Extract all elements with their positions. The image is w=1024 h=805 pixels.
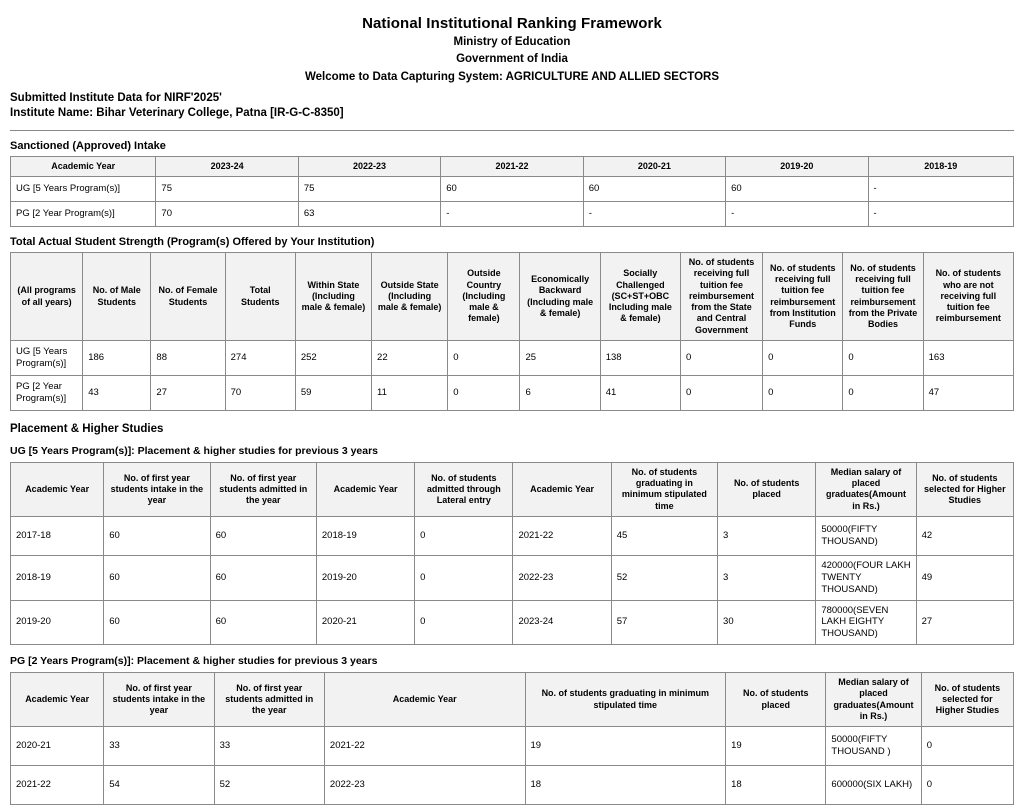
ug-placement-subtitle: UG [5 Years Program(s)]: Placement & higher studies for previous 3 years	[10, 444, 379, 457]
cell: 75	[298, 177, 440, 202]
cell: 50000(FIFTY THOUSAND )	[826, 727, 921, 766]
cell: 2021-22	[513, 516, 611, 555]
col-header: No. of first year students admitted in the year	[214, 673, 324, 727]
cell: -	[726, 202, 868, 227]
cell: 0	[680, 340, 762, 375]
cell: 52	[214, 766, 324, 805]
table-row	[11, 766, 1014, 805]
institute-name: Institute Name: Bihar Veterinary College, Patna [IR-G-C-8350]	[10, 106, 344, 119]
welcome-line: Welcome to Data Capturing System: AGRICULTURE AND ALLIED SECTORS	[304, 70, 720, 83]
col-header: 2018-19	[868, 156, 1013, 176]
ug-placement-table	[10, 462, 1014, 645]
cell: -	[441, 202, 583, 227]
cell: 41	[600, 375, 680, 410]
col-header: Academic Year	[11, 462, 104, 516]
col-header: No. of students who are not receiving full tuition fee reimbursement	[923, 253, 1013, 341]
col-header: Median salary of placed graduates(Amount in Rs.)	[826, 673, 921, 727]
student-strength-table	[10, 252, 1014, 411]
table-row	[11, 202, 1014, 227]
col-header: No. of first year students intake in the year	[104, 673, 214, 727]
cell: 60	[726, 177, 868, 202]
table-header-row	[11, 673, 1014, 727]
cell: 0	[763, 340, 843, 375]
cell: 6	[520, 375, 600, 410]
strength-section-title: Total Actual Student Strength (Program(s) Offered by Your Institution)	[10, 236, 375, 249]
col-header: Academic Year	[11, 673, 104, 727]
cell: 33	[214, 727, 324, 766]
cell: 18	[525, 766, 726, 805]
col-header: Academic Year	[324, 673, 525, 727]
page-title: National Institutional Ranking Framework	[362, 15, 662, 32]
cell: 0	[415, 555, 513, 600]
cell: 60	[104, 600, 210, 645]
cell: 60	[583, 177, 725, 202]
col-header: No. of students graduating in minimum stipulated time	[525, 673, 726, 727]
col-header: Total Students	[225, 253, 295, 341]
col-header: Outside Country (Including male & female)	[448, 253, 520, 341]
pg-placement-subtitle: PG [2 Years Program(s)]: Placement & higher studies for previous 3 years	[10, 655, 378, 668]
table-header-row	[11, 156, 1014, 176]
cell: 25	[520, 340, 600, 375]
col-header: No. of students selected for Higher Studies	[916, 462, 1013, 516]
cell: 274	[225, 340, 295, 375]
page-header	[0, 0, 1024, 86]
col-header: No. of students placed	[726, 673, 826, 727]
col-header: No. of students selected for Higher Studies	[921, 673, 1013, 727]
table-header-row	[11, 253, 1014, 341]
col-header: Within State (Including male & female)	[295, 253, 371, 341]
cell: 60	[104, 555, 210, 600]
col-header: No. of students admitted through Lateral entry	[415, 462, 513, 516]
table-row	[11, 516, 1014, 555]
cell: 27	[916, 600, 1013, 645]
cell: 75	[156, 177, 298, 202]
government-line: Government of India	[456, 52, 568, 65]
col-header: (All programs of all years)	[11, 253, 83, 341]
cell: 0	[921, 727, 1013, 766]
cell: 2018-19	[316, 516, 414, 555]
table-row	[11, 555, 1014, 600]
col-header: Socially Challenged (SC+ST+OBC Including male & female)	[600, 253, 680, 341]
cell: 33	[104, 727, 214, 766]
table-row	[11, 177, 1014, 202]
col-header: No. of students receiving full tuition fee reimbursement from Institution Funds	[763, 253, 843, 341]
col-header: Academic Year	[513, 462, 611, 516]
col-header: No. of Male Students	[83, 253, 151, 341]
cell: 2021-22	[324, 727, 525, 766]
cell: 0	[843, 375, 923, 410]
cell: 70	[156, 202, 298, 227]
col-header: No. of first year students admitted in the year	[210, 462, 316, 516]
table-header-row	[11, 462, 1014, 516]
cell: 43	[83, 375, 151, 410]
col-header: Outside State (Including male & female)	[372, 253, 448, 341]
header-divider	[10, 130, 1014, 131]
intake-section-title: Sanctioned (Approved) Intake	[10, 139, 166, 152]
cell: UG [5 Years Program(s)]	[11, 177, 156, 202]
cell: 138	[600, 340, 680, 375]
pg-placement-table	[10, 672, 1014, 805]
cell: 2020-21	[11, 727, 104, 766]
cell: 420000(FOUR LAKH TWENTY THOUSAND)	[816, 555, 916, 600]
col-header: Economically Backward (Including male & female)	[520, 253, 600, 341]
cell: 70	[225, 375, 295, 410]
cell: 11	[372, 375, 448, 410]
cell: 0	[448, 375, 520, 410]
cell: 22	[372, 340, 448, 375]
cell: 19	[726, 727, 826, 766]
cell: 60	[104, 516, 210, 555]
cell: 2018-19	[11, 555, 104, 600]
cell: 3	[718, 516, 816, 555]
cell: 27	[151, 375, 225, 410]
submitted-label: Submitted Institute Data for NIRF'2025'	[10, 91, 222, 104]
cell: 63	[298, 202, 440, 227]
cell: -	[583, 202, 725, 227]
cell: 0	[415, 600, 513, 645]
cell: 186	[83, 340, 151, 375]
cell: PG [2 Year Program(s)]	[11, 375, 83, 410]
cell: 60	[441, 177, 583, 202]
cell: 2022-23	[513, 555, 611, 600]
cell: 0	[415, 516, 513, 555]
cell: 0	[843, 340, 923, 375]
cell: 0	[763, 375, 843, 410]
cell: 0	[921, 766, 1013, 805]
cell: 163	[923, 340, 1013, 375]
table-row	[11, 375, 1014, 410]
cell: 19	[525, 727, 726, 766]
col-header: No. of Female Students	[151, 253, 225, 341]
cell: 2023-24	[513, 600, 611, 645]
cell: 2021-22	[11, 766, 104, 805]
cell: -	[868, 202, 1013, 227]
cell: 2019-20	[316, 555, 414, 600]
col-header: 2021-22	[441, 156, 583, 176]
cell: 50000(FIFTY THOUSAND)	[816, 516, 916, 555]
cell: -	[868, 177, 1013, 202]
col-header: Median salary of placed graduates(Amount in Rs.)	[816, 462, 916, 516]
col-header: 2019-20	[726, 156, 868, 176]
cell: 780000(SEVEN LAKH EIGHTY THOUSAND)	[816, 600, 916, 645]
table-row	[11, 727, 1014, 766]
col-header: No. of students graduating in minimum stipulated time	[611, 462, 717, 516]
cell: 47	[923, 375, 1013, 410]
cell: 88	[151, 340, 225, 375]
cell: PG [2 Year Program(s)]	[11, 202, 156, 227]
cell: 59	[295, 375, 371, 410]
cell: 3	[718, 555, 816, 600]
table-row	[11, 340, 1014, 375]
cell: UG [5 Years Program(s)]	[11, 340, 83, 375]
cell: 45	[611, 516, 717, 555]
col-header: No. of students receiving full tuition fee reimbursement from the Private Bodies	[843, 253, 923, 341]
cell: 60	[210, 516, 316, 555]
cell: 2019-20	[11, 600, 104, 645]
cell: 30	[718, 600, 816, 645]
col-header: No. of students receiving full tuition fee reimbursement from the State and Central Government	[680, 253, 762, 341]
col-header: No. of first year students intake in the year	[104, 462, 210, 516]
col-header: 2022-23	[298, 156, 440, 176]
cell: 0	[680, 375, 762, 410]
cell: 252	[295, 340, 371, 375]
cell: 2020-21	[316, 600, 414, 645]
col-header: 2020-21	[583, 156, 725, 176]
cell: 42	[916, 516, 1013, 555]
cell: 0	[448, 340, 520, 375]
sanctioned-intake-table	[10, 156, 1014, 227]
cell: 18	[726, 766, 826, 805]
col-header: Academic Year	[316, 462, 414, 516]
cell: 600000(SIX LAKH)	[826, 766, 921, 805]
col-header: 2023-24	[156, 156, 298, 176]
ministry-line: Ministry of Education	[453, 36, 571, 49]
placement-section-title: Placement & Higher Studies	[10, 422, 164, 435]
cell: 52	[611, 555, 717, 600]
cell: 2022-23	[324, 766, 525, 805]
cell: 54	[104, 766, 214, 805]
cell: 57	[611, 600, 717, 645]
table-row	[11, 600, 1014, 645]
cell: 60	[210, 555, 316, 600]
col-header: No. of students placed	[718, 462, 816, 516]
cell: 49	[916, 555, 1013, 600]
cell: 60	[210, 600, 316, 645]
col-header: Academic Year	[11, 156, 156, 176]
cell: 2017-18	[11, 516, 104, 555]
